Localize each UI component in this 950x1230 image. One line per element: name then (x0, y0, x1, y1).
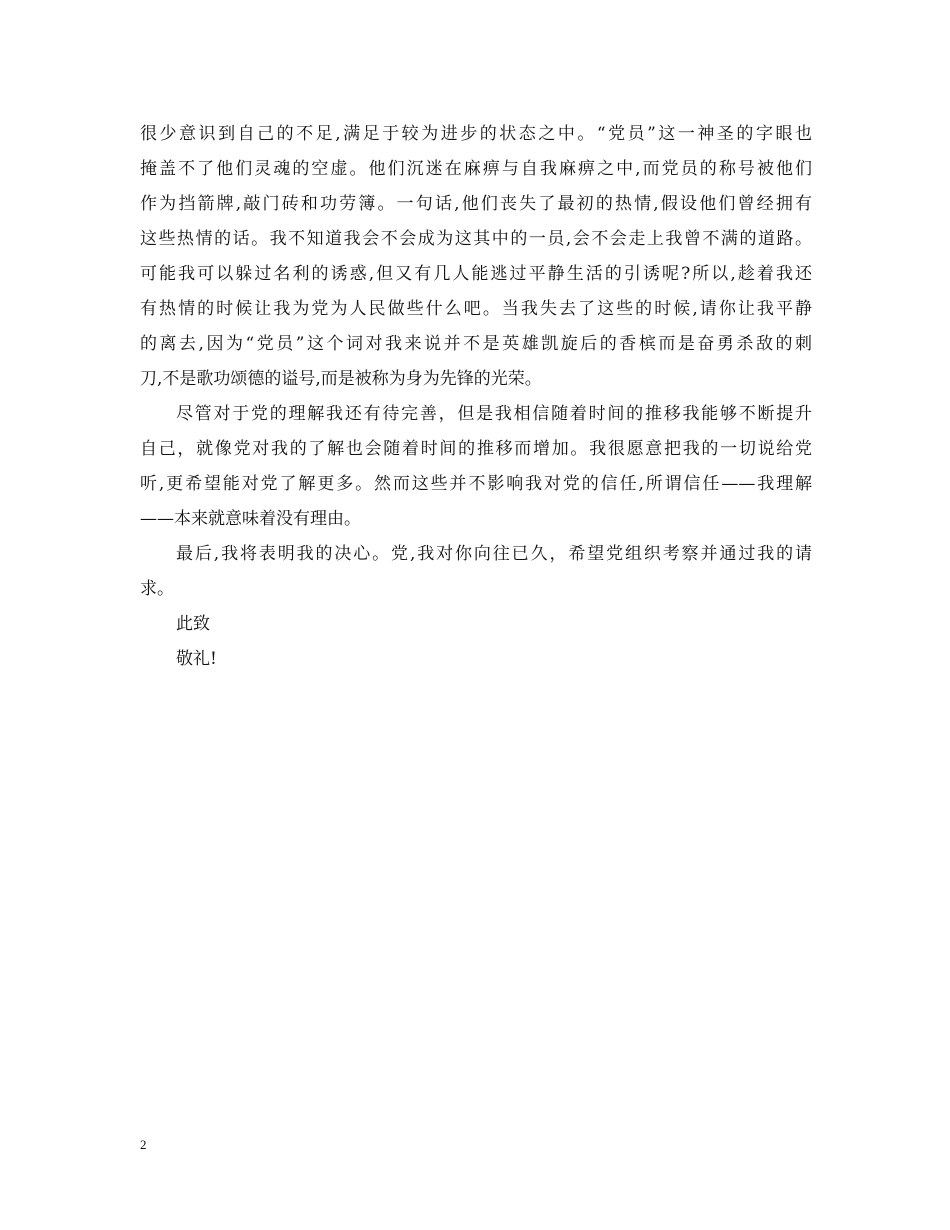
letter-body (140, 117, 812, 677)
text-line: ——本来就意味着没有理由。 (140, 509, 361, 529)
text-line: 可能我可以躲过名利的诱惑,但又有几人能逃过平静生活的引诱呢?所以,趁着我还 (140, 264, 812, 284)
text-line: 求。 (140, 579, 174, 599)
text-line: 有热情的时候让我为党为人民做些什么吧。当我失去了这些的时候,请你让我平静 (140, 299, 812, 319)
text-line: 掩盖不了他们灵魂的空虚。他们沉迷在麻痹与自我麻痹之中,而党员的称号被他们 (140, 159, 812, 179)
page-number: 2 (140, 1137, 147, 1152)
text-line: 这些热情的话。我不知道我会不会成为这其中的一员,会不会走上我曾不满的道路。 (140, 229, 812, 249)
text-line: 尽管对于党的理解我还有待完善，但是我相信随着时间的推移我能够不断提升 (176, 404, 812, 424)
text-line: 听,更希望能对党了解更多。然而这些并不影响我对党的信任,所谓信任——我理解 (140, 474, 812, 494)
closing-salutation: 此致 (176, 614, 210, 634)
text-line: 的离去,因为“党员”这个词对我来说并不是英雄凯旋后的香槟而是奋勇杀敌的刺 (140, 334, 812, 354)
text-line: 自己，就像党对我的了解也会随着时间的推移而增加。我很愿意把我的一切说给党 (140, 439, 812, 459)
text-line: 最后,我将表明我的决心。党,我对你向往已久，希望党组织考察并通过我的请 (176, 544, 812, 564)
closing-regards: 敬礼! (176, 649, 217, 669)
text-line: 作为挡箭牌,敲门砖和功劳簿。一句话,他们丧失了最初的热情,假设他们曾经拥有 (140, 194, 812, 214)
text-line: 刀,不是歌功颂德的谥号,而是被称为身为先锋的光荣。 (140, 369, 542, 389)
text-line: 很少意识到自己的不足,满足于较为进步的状态之中。“党员”这一神圣的字眼也 (140, 124, 812, 144)
